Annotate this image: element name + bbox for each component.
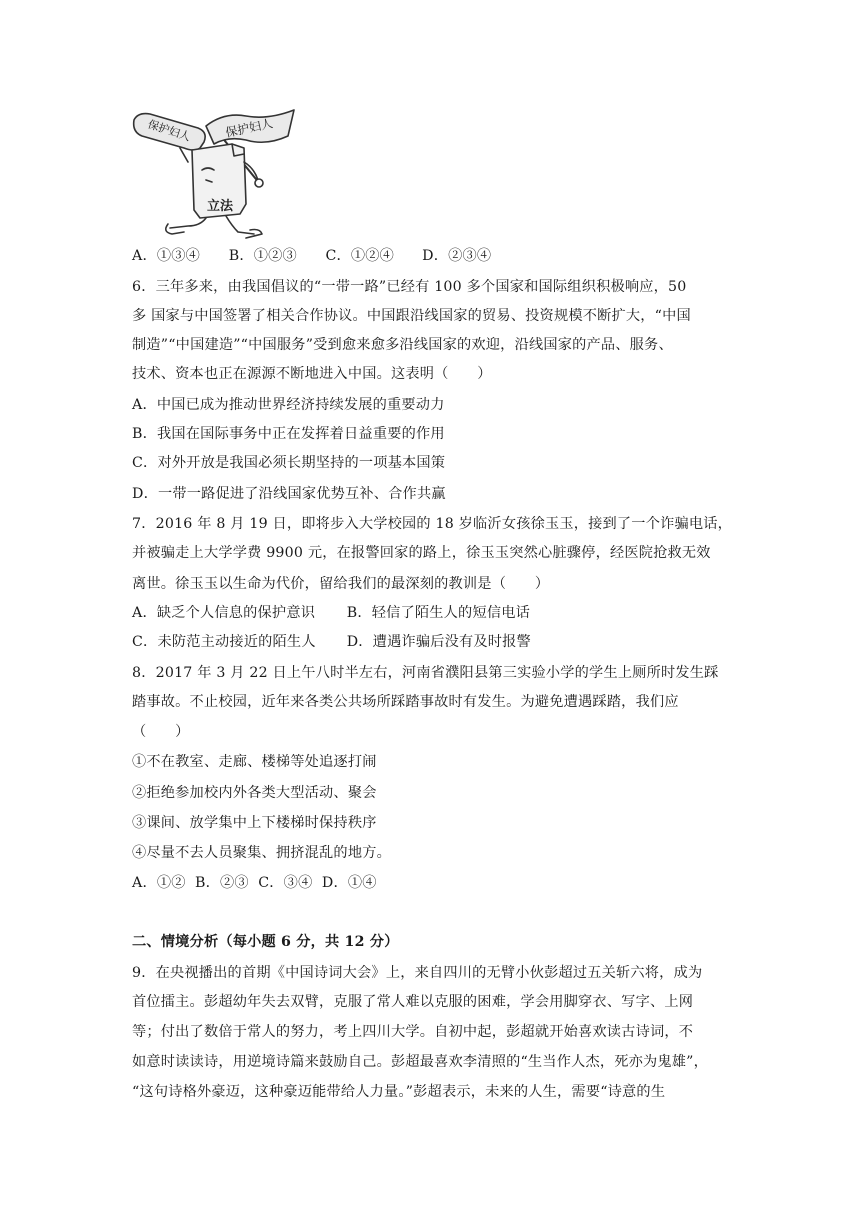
q8-item-1: ①不在教室、走廊、楼梯等处追逐打闹	[132, 754, 377, 770]
q8-stem-line-3: （ ）	[132, 724, 190, 740]
q7-stem-line-3: 离世。徐玉玉以生命为代价，留给我们的最深刻的教训是（ ）	[132, 576, 550, 592]
q5-option-a[interactable]: A．①③④	[132, 248, 200, 264]
q8-item-4: ④尽量不去人员聚集、拥挤混乱的地方。	[132, 845, 391, 861]
q5-options-row	[132, 246, 752, 266]
q6-option-b[interactable]: B．我国在国际事务中正在发挥着日益重要的作用	[132, 426, 445, 442]
q8-options-row[interactable]: A．①② B．②③ C．③④ D．①④	[132, 875, 377, 891]
q5-option-d[interactable]: D．②③④	[422, 248, 492, 264]
q5-option-b[interactable]: B．①②③	[228, 248, 297, 264]
q6-option-d[interactable]: D．一带一路促进了沿线国家优势互补、合作共赢	[132, 486, 446, 502]
q7-option-a[interactable]: A．缺乏个人信息的保护意识	[132, 605, 316, 621]
q9-stem-line-3: 等；付出了数倍于常人的努力，考上四川大学。自初中起，彭超就开始喜欢读古诗词，不	[132, 1024, 694, 1040]
flag-text: 保护妇人	[224, 116, 275, 140]
q9-stem-line-5: “这句诗格外豪迈，这种豪迈能带给人力量。”彭超表示，未来的人生，需要“诗意的生	[132, 1084, 666, 1100]
q8-item-3: ③课间、放学集中上下楼梯时保持秩序	[132, 815, 377, 831]
cartoon-illustration	[128, 106, 303, 240]
speech-bubble-text: 保护妇人	[146, 117, 193, 144]
q9-stem-line-1: 9．在央视播出的首期《中国诗词大会》上，来自四川的无臂小伙彭超过五关斩六将，成为	[132, 965, 703, 981]
q8-item-2: ②拒绝参加校内外各类大型活动、聚会	[132, 785, 377, 801]
section-2-heading: 二、情境分析（每小题 6 分，共 12 分）	[132, 934, 399, 950]
q6-stem-line-2: 多 国家与中国签署了相关合作协议。中国跟沿线国家的贸易、投资规模不断扩大，“中国	[132, 308, 691, 324]
q9-stem-line-2: 首位擂主。彭超幼年失去双臂，克服了常人难以克服的困难，学会用脚穿衣、写字、上网	[132, 994, 694, 1010]
q6-stem-line-1: 6．三年多来，由我国倡议的“一带一路”已经有 100 多个国家和国际组织积极响应，50	[132, 279, 687, 295]
q5-option-c[interactable]: C．①②④	[325, 248, 395, 264]
q7-stem-line-1: 7．2016 年 8 月 19 日，即将步入大学校园的 18 岁临沂女孩徐玉玉，接到了一个诈骗电话，	[132, 516, 733, 532]
q6-option-c[interactable]: C．对外开放是我国必须长期坚持的一项基本国策	[132, 455, 446, 471]
q7-option-b[interactable]: B．轻信了陌生人的短信电话	[346, 605, 530, 621]
q6-stem-line-3: 制造”“中国建造”“中国服务”受到愈来愈多沿线国家的欢迎，沿线国家的产品、服务、	[132, 337, 673, 353]
q7-options-row-1	[132, 603, 752, 623]
body-label-text: 立法	[206, 199, 234, 214]
q8-stem-line-1: 8．2017 年 3 月 22 日上午八时半左右，河南省濮阳县第三实验小学的学生上厕所时发生踩	[132, 665, 719, 681]
q8-stem-line-2: 踏事故。不止校园，近年来各类公共场所踩踏事故时有发生。为避免遭遇踩踏，我们应	[132, 694, 679, 710]
q7-option-c[interactable]: C．未防范主动接近的陌生人	[132, 634, 316, 650]
q7-options-row-2	[132, 632, 752, 652]
q9-stem-line-4: 如意时读读诗，用逆境诗篇来鼓励自己。彭超最喜欢李清照的“生当作人杰，死亦为鬼雄”，	[132, 1054, 709, 1070]
q7-stem-line-2: 并被骗走上大学学费 9900 元，在报警回家的路上，徐玉玉突然心脏骤停，经医院抢救无效	[132, 545, 711, 561]
q7-option-d[interactable]: D．遭遇诈骗后没有及时报警	[346, 634, 531, 650]
q6-option-a[interactable]: A．中国已成为推动世界经济持续发展的重要动力	[132, 397, 445, 413]
q6-stem-line-4: 技术、资本也正在源源不断地进入中国。这表明（ ）	[132, 366, 492, 382]
